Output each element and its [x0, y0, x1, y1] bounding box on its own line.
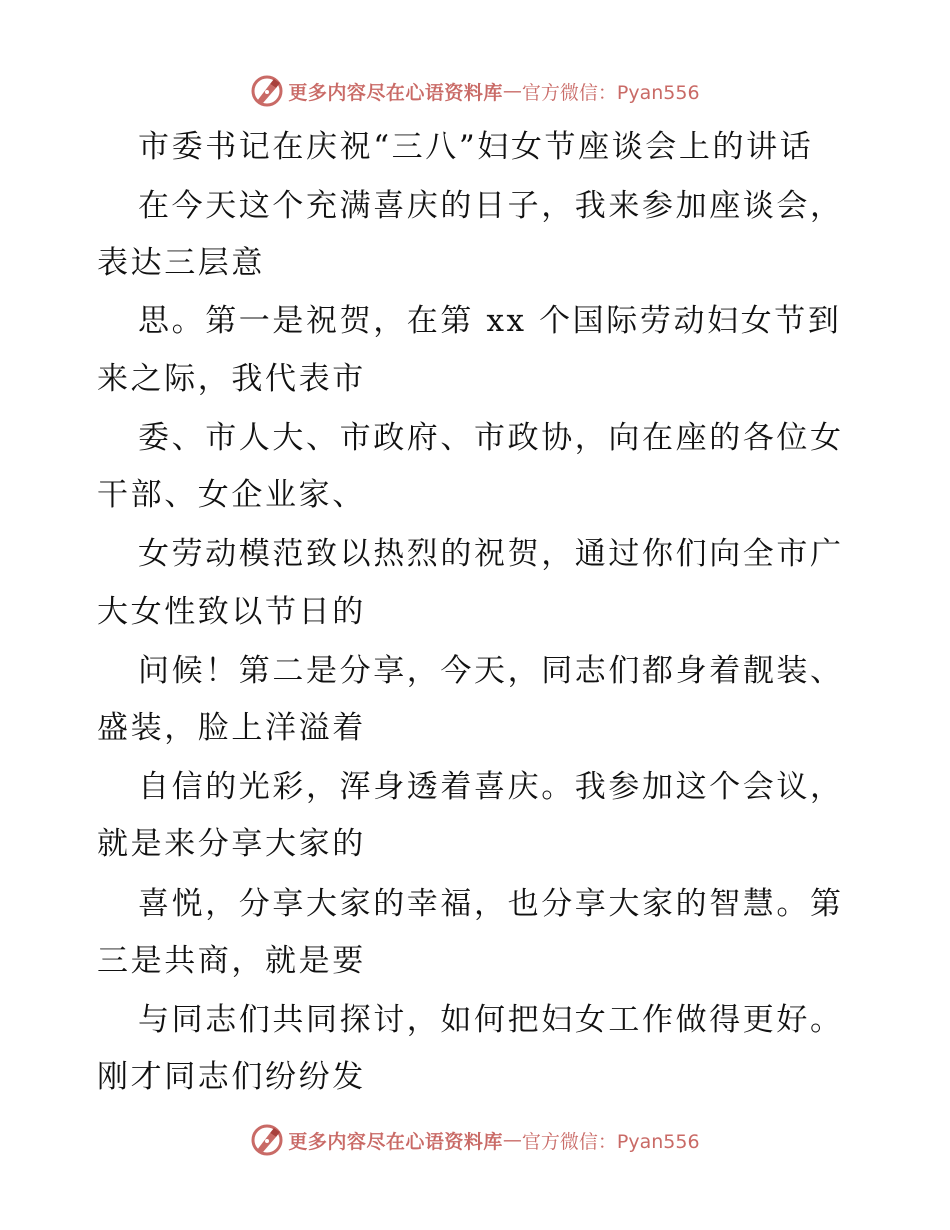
paragraph-line: 思。第一是祝贺，在第 xx 个国际劳动妇女节到	[138, 303, 842, 339]
paragraph-line: 问候！第二是分享，今天，同志们都身着靓装、	[138, 653, 844, 689]
document-title: 市委书记在庆祝“三八”妇女节座谈会上的讲话	[138, 129, 814, 165]
paragraph-line: 来之际，我代表市	[97, 361, 366, 397]
paragraph-line: 干部、女企业家、	[97, 477, 366, 513]
paragraph-line: 与同志们共同探讨，如何把妇女工作做得更好。	[138, 1002, 844, 1038]
paragraph-line: 自信的光彩，浑身透着喜庆。我参加这个会议，	[138, 769, 844, 805]
watermark-contact-text: 官方微信：Pyan556	[521, 81, 700, 104]
watermark-separator: —	[502, 1129, 522, 1151]
watermark-brand-text: 更多内容尽在心语资料库	[288, 1130, 503, 1153]
paragraph-line: 三是共商，就是要	[97, 943, 366, 979]
paragraph-line: 表达三层意	[97, 245, 265, 281]
paragraph-line: 盛装，脸上洋溢着	[97, 710, 366, 746]
paragraph-line: 大女性致以节日的	[97, 594, 366, 630]
paragraph-line: 就是来分享大家的	[97, 826, 366, 862]
pen-nib-logo-icon	[250, 74, 284, 108]
paragraph-line: 女劳动模范致以热烈的祝贺，通过你们向全市广	[138, 536, 844, 572]
watermark-contact-text: 官方微信：Pyan556	[521, 1130, 700, 1153]
paragraph-line: 喜悦，分享大家的幸福，也分享大家的智慧。第	[138, 886, 844, 922]
watermark-separator: —	[502, 80, 522, 102]
watermark-brand-text: 更多内容尽在心语资料库	[288, 81, 503, 104]
paragraph-line: 委、市人大、市政府、市政协，向在座的各位女	[138, 420, 844, 456]
pen-nib-logo-icon	[250, 1123, 284, 1157]
header-watermark	[0, 71, 950, 111]
paragraph-line: 在今天这个充满喜庆的日子，我来参加座谈会，	[138, 188, 844, 224]
footer-watermark	[0, 1120, 950, 1160]
paragraph-line: 刚才同志们纷纷发	[97, 1059, 366, 1095]
